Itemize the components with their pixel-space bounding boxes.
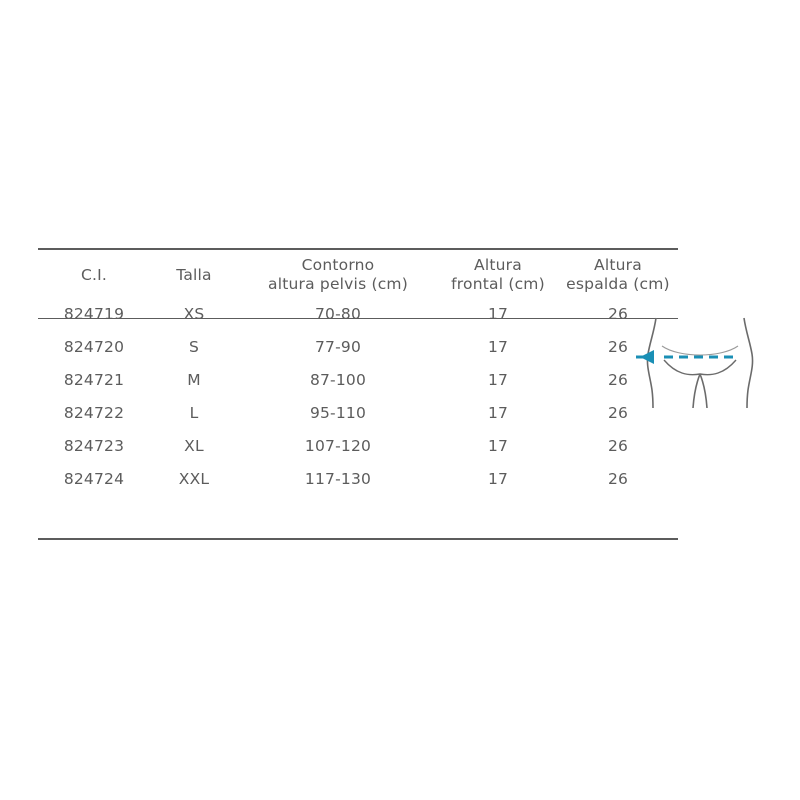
table-row: [38, 429, 678, 462]
cell-contorno: 77-90: [314, 337, 362, 356]
cell-altura-espalda: 26: [607, 469, 629, 488]
cell-talla: S: [188, 337, 200, 356]
cell-contorno: 117-130: [304, 469, 372, 488]
cell-ci: 824721: [63, 370, 125, 389]
table-header-row: [38, 248, 678, 297]
size-table: [38, 248, 678, 495]
cell-altura-espalda: 26: [607, 337, 629, 356]
table-row: [38, 330, 678, 363]
column-header-altura-frontal-line2: frontal (cm): [451, 275, 545, 293]
cell-contorno: 87-100: [309, 370, 367, 389]
cell-ci: 824722: [63, 403, 125, 422]
cell-ci: 824720: [63, 337, 125, 356]
cell-talla: L: [189, 403, 199, 422]
column-header-ci: [38, 248, 150, 297]
column-header-contorno: [238, 248, 438, 297]
cell-talla: XS: [183, 304, 205, 323]
cell-contorno: 70-80: [314, 304, 362, 323]
cell-altura-espalda: 26: [607, 403, 629, 422]
cell-talla: XL: [184, 436, 204, 455]
size-table-container: [38, 248, 678, 495]
cell-altura-frontal: 17: [487, 436, 509, 455]
cell-altura-frontal: 17: [487, 337, 509, 356]
column-header-contorno-line2: altura pelvis (cm): [268, 275, 408, 293]
table-body: [38, 297, 678, 495]
table-bottom-rule: [38, 538, 678, 540]
column-header-talla: [150, 248, 238, 297]
cell-contorno: 95-110: [309, 403, 367, 422]
cell-ci: 824719: [63, 304, 125, 323]
table-row: [38, 396, 678, 429]
cell-altura-frontal: 17: [487, 370, 509, 389]
table-row: [38, 363, 678, 396]
column-header-altura-espalda-line2: espalda (cm): [566, 275, 670, 293]
column-header-ci-line1: C.I.: [80, 265, 108, 284]
column-header-talla-line1: Talla: [176, 265, 212, 284]
column-header-altura-espalda-line1: Altura: [594, 256, 642, 274]
column-header-altura-frontal: [438, 248, 558, 297]
column-header-contorno-line1: Contorno: [301, 256, 375, 274]
column-header-altura-frontal-line1: Altura: [474, 256, 522, 274]
cell-ci: 824724: [63, 469, 125, 488]
table-row: [38, 462, 678, 495]
cell-altura-frontal: 17: [487, 304, 509, 323]
cell-talla: XXL: [178, 469, 210, 488]
cell-ci: 824723: [63, 436, 125, 455]
cell-altura-frontal: 17: [487, 403, 509, 422]
cell-altura-espalda: 26: [607, 304, 629, 323]
pelvis-measurement-diagram: [634, 316, 766, 408]
cell-contorno: 107-120: [304, 436, 372, 455]
column-header-altura-espalda: [558, 248, 678, 297]
cell-altura-espalda: 26: [607, 436, 629, 455]
table-header: [38, 248, 678, 297]
cell-altura-espalda: 26: [607, 370, 629, 389]
table-row: [38, 297, 678, 330]
cell-talla: M: [187, 370, 201, 389]
cell-altura-frontal: 17: [487, 469, 509, 488]
